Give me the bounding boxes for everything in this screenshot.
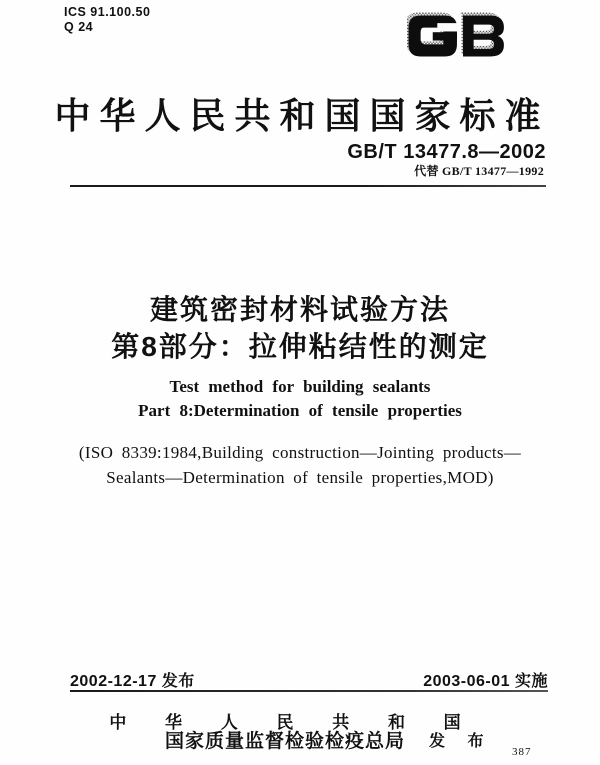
footer-divider-rule <box>70 690 548 692</box>
implementation-date: 2003-06-01 实施 <box>423 673 548 690</box>
iso-reference-line1: (ISO 8339:1984,Building construction—Jointing products— <box>78 443 522 462</box>
issue-date: 2002-12-17 发布 <box>70 673 195 690</box>
replaces-note: 代替 GB/T 13477—1992 <box>414 164 544 178</box>
publisher-line2: 国家质量监督检验检疫总局 <box>164 731 405 752</box>
classification-code: Q 24 <box>64 20 94 34</box>
chinese-title-line1: 建筑密封材料试验方法 <box>149 294 450 325</box>
gb-logo <box>407 6 513 66</box>
publish-label: 发 布 <box>429 733 493 750</box>
standard-number: GB/T 13477.8—2002 <box>347 141 546 163</box>
english-title-line1: Test method for building sealants <box>169 377 431 396</box>
english-title <box>0 375 600 423</box>
gb-logo-glyphs <box>409 16 504 57</box>
page-number: 387 <box>512 746 532 758</box>
chinese-title <box>0 291 600 365</box>
iso-reference-line2: Sealants—Determination of tensile properties,MOD) <box>106 468 494 487</box>
header-divider-rule <box>70 185 546 187</box>
iso-reference-note <box>0 440 600 490</box>
english-title-line2: Part 8:Determination of tensile properties <box>138 401 462 420</box>
chinese-title-line2: 第8部分：拉伸粘结性的测定 <box>111 331 489 362</box>
ics-classification-block <box>64 5 150 35</box>
publisher-line1: 中 华 人 民 共 和 国 <box>109 713 478 732</box>
national-standard-heading: 中华人民共和国国家标准 <box>54 95 550 136</box>
dates-row <box>70 668 548 691</box>
ics-code: ICS 91.100.50 <box>64 5 151 19</box>
gb-logo-divider <box>459 14 461 58</box>
